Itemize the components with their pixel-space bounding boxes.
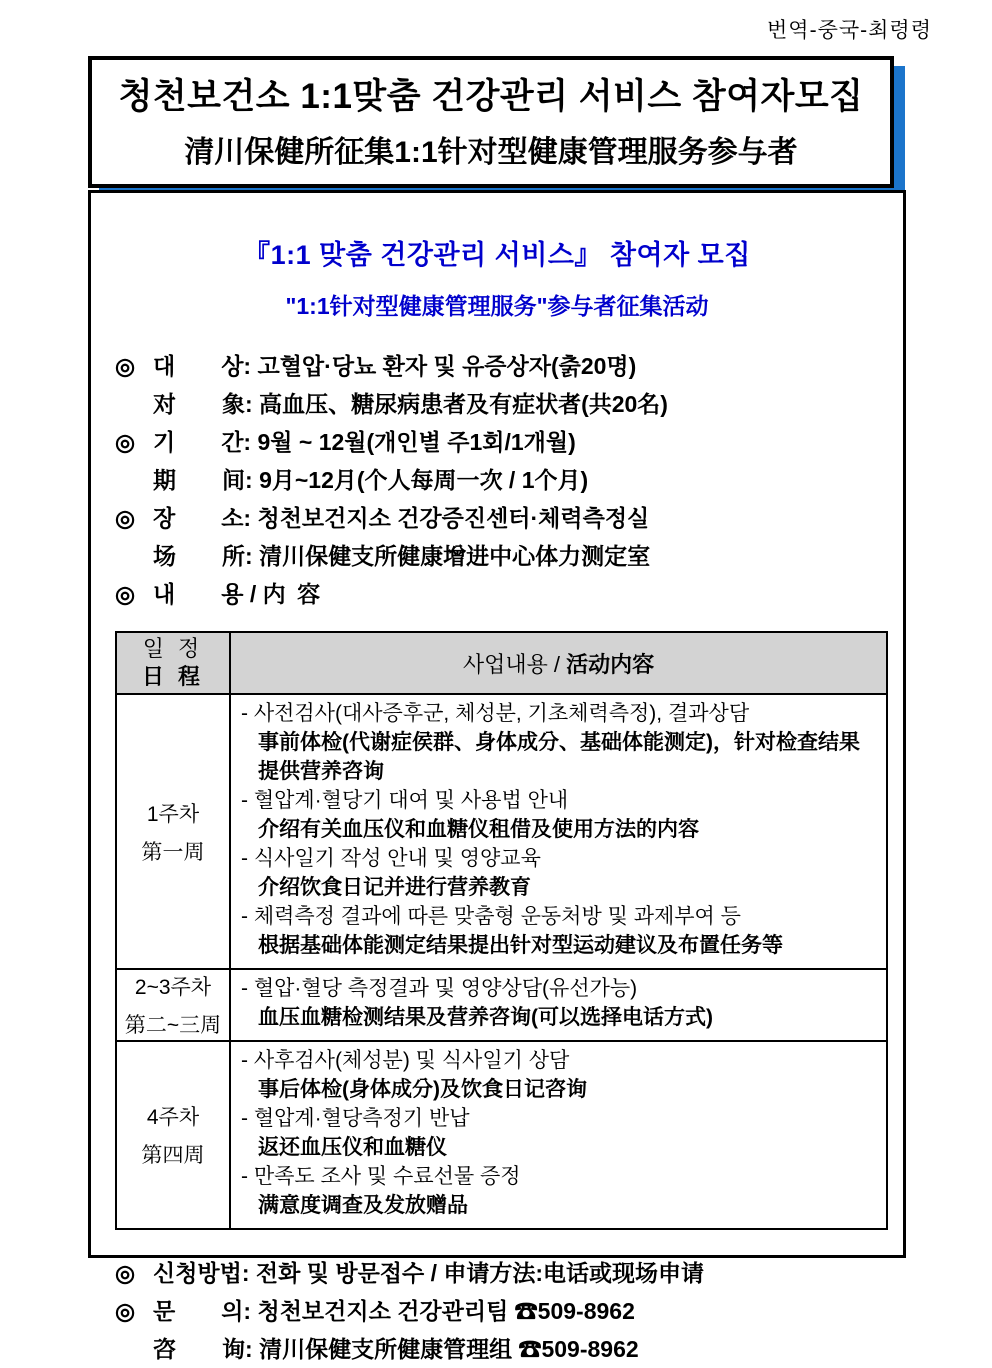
notice-body [88,190,906,1362]
bullet-icon: ◎ [115,505,136,531]
bullet-icon [115,537,153,575]
activity-line: - 사전검사(대사증후군, 체성분, 기초체력측정), 결과상담 [241,702,750,725]
week2-3-content-cell [230,969,887,1041]
item-label: 문 의: [153,1298,258,1324]
activity-line: 事后体检(身体成分)及饮食日记咨询 [258,1078,587,1101]
week-label-korean: 2~3주차 [134,976,212,999]
activity-line: - 혈압·혈당 측정결과 및 영양상담(유선가능) [241,977,638,1000]
schedule-row-week4 [116,1041,887,1229]
activity-line: 介绍饮食日记并进行营养教育 [258,876,531,899]
week4-content-cell [230,1041,887,1229]
schedule-row-week1 [116,694,887,969]
activity-line: - 혈압계·혈당기 대여 및 사용법 안내 [241,789,569,812]
schedule-header-content [230,632,887,694]
notice-heading-korean: 『1:1 맞춤 건강관리 서비스』 참여자 모집 [243,240,751,270]
activity-line: - 만족도 조사 및 수료선물 증정 [241,1165,521,1188]
item-text: 清川保健支所健康管理组 ☎509-8962 [259,1336,639,1362]
week-label-korean: 4주차 [146,1106,200,1129]
bullet-icon: ◎ [115,353,136,379]
item-target-chinese [115,385,903,423]
week-label-chinese: 第二~三周 [124,1014,222,1037]
activity-line: 事前体检(代谢症侯群、身体成分、基础体能测定)，针对检查结果提供营养咨询 [258,731,860,783]
week1-content-cell [230,694,887,969]
schedule-header-week [116,632,230,694]
footer-items [115,1254,903,1368]
item-period-chinese [115,461,903,499]
info-items [115,347,903,613]
activity-line: - 혈압계·혈당측정기 반납 [241,1107,470,1130]
item-period-korean [115,423,903,461]
header-content-korean: 사업내용 / [462,651,567,677]
schedule-row-week2-3 [116,969,887,1041]
item-text: 清川保健支所健康增进中心体力测定室 [259,543,651,569]
activity-line: 介绍有关血压仪和血糖仪租借及使用方法的内容 [258,818,699,841]
item-text: 9월 ~ 12월(개인별 주1회/1개월) [257,429,576,455]
header-week-chinese: 日 程 [141,664,205,689]
activity-line: 满意度调查及发放赠品 [258,1194,468,1217]
item-content-heading [115,575,903,613]
page-title-korean: 청천보건소 1:1맞춤 건강관리 서비스 참여자모집 [118,77,864,116]
header-week-korean: 일 정 [142,636,204,661]
item-label: 대 상: [153,353,258,379]
schedule-header-row [116,632,887,694]
bullet-icon [115,1330,153,1368]
week-label-chinese: 第四周 [141,1144,205,1167]
item-inquiry-korean [115,1292,903,1330]
item-label: 场 所: [153,543,260,569]
week1-cell [116,694,230,969]
bullet-icon: ◎ [115,1298,136,1324]
bullet-icon: ◎ [115,1260,136,1286]
week-label-korean: 1주차 [146,802,200,826]
activity-line: 根据基础体能测定结果提出针对型运动建议及布置任务等 [258,934,783,957]
item-text: 전화 및 방문접수 / 申请方法:电话或现场申请 [255,1260,705,1286]
notice-heading-chinese: "1:1针对型健康管理服务"参与者征集活动 [285,293,709,319]
page-title-chinese: 清川保健所征集1:1针对型健康管理服务参与者 [184,136,798,169]
item-label: 장 소: [153,505,258,531]
activity-line: - 사후검사(체성분) 및 식사일기 상담 [241,1049,570,1072]
bullet-icon: ◎ [115,581,136,607]
week-label-chinese: 第一周 [141,840,205,864]
item-label: 咨 询: [153,1336,260,1362]
item-label: 신청방법: [153,1260,256,1286]
item-text: 9月~12月(个人每周一次 / 1个月) [259,467,589,493]
week4-cell [116,1041,230,1229]
item-text: 청천보건지소 건강관리팀 ☎509-8962 [257,1298,635,1324]
item-text: 청천보건지소 건강증진센터·체력측정실 [257,505,650,531]
item-text: 高血压、糖尿病患者及有症状者(共20名) [259,391,668,417]
schedule-table [115,631,888,1230]
item-target-korean [115,347,903,385]
activity-line: 血压血糖检测结果及营养咨询(可以选择电话方式) [258,1006,713,1029]
bullet-icon [115,461,153,499]
bullet-icon: ◎ [115,429,136,455]
item-label: 对 象: [153,391,260,417]
week2-3-cell [116,969,230,1041]
item-location-chinese [115,537,903,575]
item-text: 고혈압·당뇨 환자 및 유증상자(춝20명) [257,353,637,379]
bullet-icon [115,385,153,423]
header-content-chinese: 活动内容 [566,651,655,677]
item-inquiry-chinese [115,1330,903,1368]
item-apply-method [115,1254,903,1292]
activity-line: - 식사일기 작성 안내 및 영양교육 [241,847,541,870]
item-label: 내 용 / 内 容 [153,581,321,607]
item-label: 期 间: [153,467,260,493]
translator-note: 번역-중국-최령령 [767,19,932,42]
title-box [88,56,894,188]
item-location-korean [115,499,903,537]
activity-line: 返还血压仪和血糖仪 [258,1136,447,1159]
activity-line: - 체력측정 결과에 따른 맞춤형 운동처방 및 과제부여 등 [241,905,741,928]
item-label: 기 간: [153,429,258,455]
